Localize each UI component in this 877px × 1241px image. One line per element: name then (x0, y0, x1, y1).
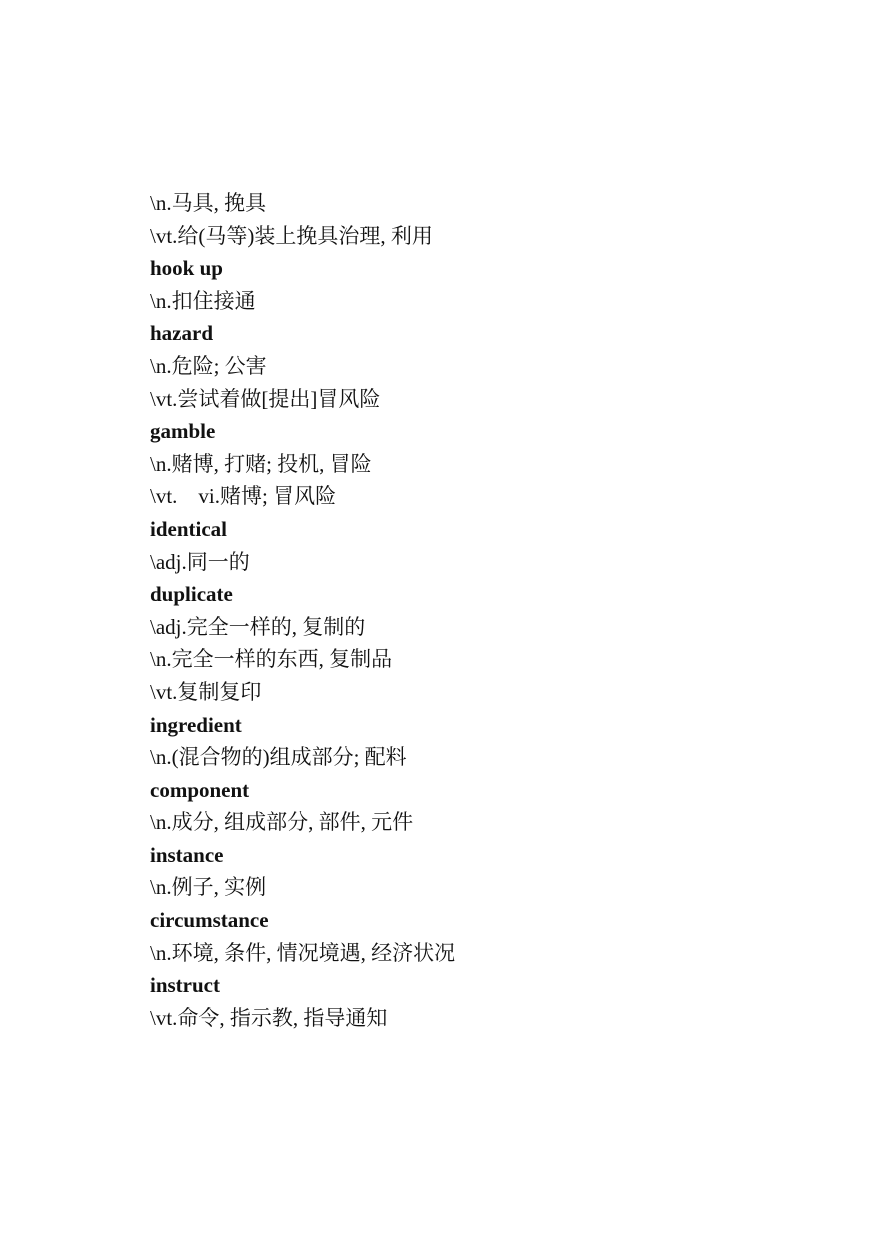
vocabulary-word: gamble (150, 419, 216, 444)
definition-line: \n.马具, 挽具 (150, 191, 267, 215)
vocabulary-word: hazard (150, 321, 213, 346)
definition-line: \n.环境, 条件, 情况境遇, 经济状况 (150, 940, 456, 965)
definition-line: \n.赌博, 打赌; 投机, 冒险 (150, 451, 372, 476)
vocabulary-word: hook up (150, 256, 223, 281)
definition-line: \n.(混合物的)组成部分; 配料 (150, 745, 407, 770)
definition-line: \n.例子, 实例 (150, 875, 267, 900)
definition-line: \n.成分, 组成部分, 部件, 元件 (150, 810, 414, 835)
definition-line: \n.完全一样的东西, 复制品 (150, 647, 393, 672)
definition-line: \vt.复制复印 (150, 679, 262, 704)
vocabulary-word: circumstance (150, 908, 269, 933)
definition-line: \vt.命令, 指示教, 指导通知 (150, 1005, 388, 1030)
definition-line: \vt.给(马等)装上挽具治理, 利用 (150, 223, 433, 248)
definition-line: \n.危险; 公害 (150, 353, 267, 378)
vocabulary-word: duplicate (150, 582, 233, 607)
vocabulary-word: ingredient (150, 712, 242, 737)
definition-line: \adj.完全一样的, 复制的 (150, 614, 366, 639)
definition-line: \vt.尝试着做[提出]冒风险 (150, 386, 381, 411)
definition-line: \vt. vi.赌博; 冒风险 (150, 484, 337, 509)
definition-line: \adj.同一的 (150, 549, 250, 574)
vocabulary-word: component (150, 777, 250, 802)
vocabulary-word: instance (150, 842, 224, 867)
vocabulary-list (150, 187, 830, 1034)
definition-line: \n.扣住接通 (150, 288, 256, 313)
vocabulary-word: instruct (150, 973, 220, 998)
vocabulary-word: identical (150, 516, 227, 541)
